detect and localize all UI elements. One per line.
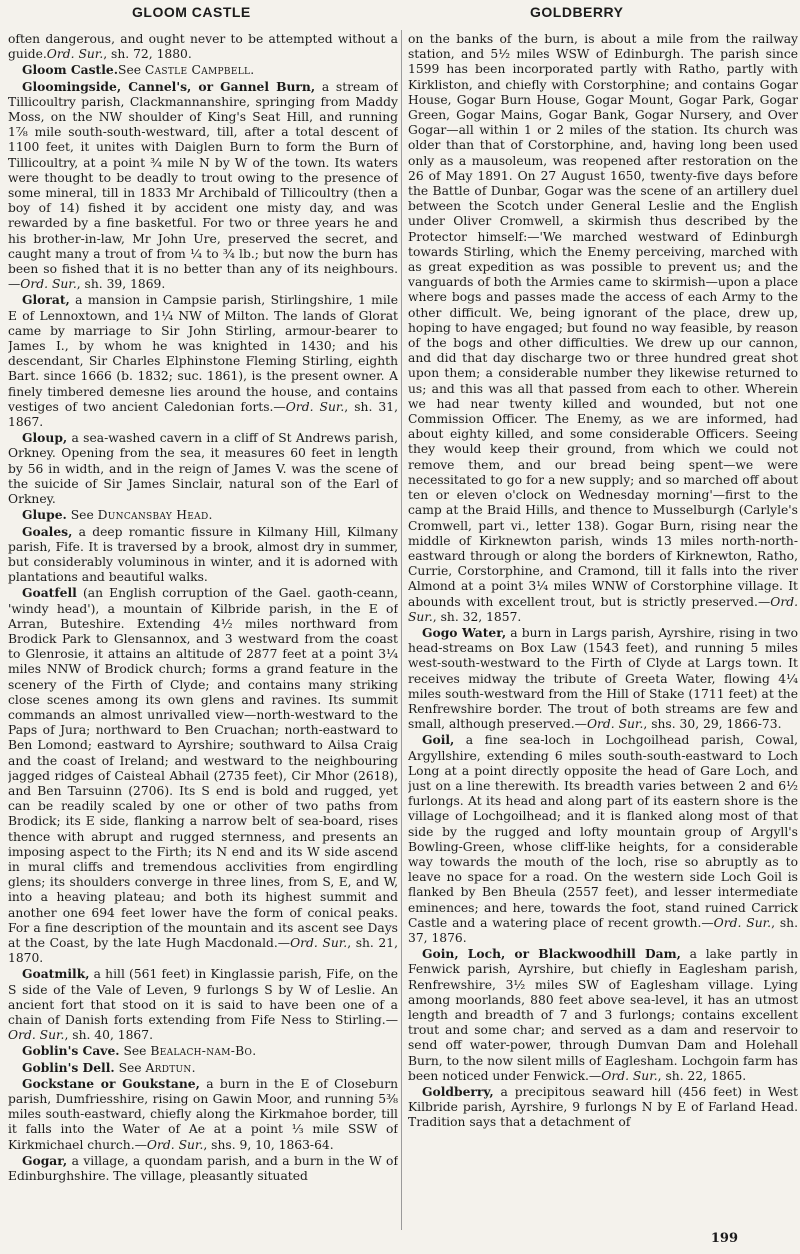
- entry-headword: Gogar,: [22, 1152, 68, 1168]
- entry-tail: , sh. 22, 1865.: [657, 1068, 747, 1083]
- entry-tail: , sh. 37, 1876.: [408, 915, 798, 945]
- gazetteer-entry: [408, 625, 798, 732]
- entry-tail: , sh. 72, 1880.: [103, 47, 192, 62]
- entry-headword: Goil,: [422, 732, 455, 748]
- entry-tail: .: [252, 1044, 257, 1059]
- gazetteer-entry: [8, 32, 398, 62]
- entry-headword: Goatfell: [22, 585, 77, 601]
- gazetteer-entry: [408, 1084, 798, 1131]
- entry-headword: Glorat,: [22, 292, 70, 308]
- survey-reference: Ord. Sur.: [146, 1137, 204, 1152]
- survey-reference: Ord. Sur.: [20, 277, 77, 292]
- right-column: [408, 32, 798, 1232]
- cross-reference: Bealach-nam-Bo: [150, 1044, 253, 1059]
- survey-reference: Ord. Sur.: [713, 915, 772, 930]
- gazetteer-entry: [8, 62, 398, 78]
- gazetteer-entry: [8, 292, 398, 430]
- page-number: 199: [710, 1231, 738, 1246]
- entry-tail: , sh. 21, 1870.: [8, 935, 398, 966]
- entry-tail: .: [191, 1060, 196, 1075]
- survey-reference: Ord. Sur.: [8, 1028, 65, 1043]
- entry-text: a village, a quondam parish, and a burn in the W of Edinburghshire. The village, pleasantly situated: [8, 1153, 398, 1184]
- entry-headword: Glupe.: [22, 507, 67, 523]
- entry-tail: , sh. 31, 1867.: [8, 399, 398, 430]
- entry-tail: , shs. 9, 10, 1863-64.: [203, 1137, 334, 1152]
- entry-tail: , shs. 30, 29, 1866-73.: [643, 717, 782, 732]
- entry-text: on the banks of the burn, is about a mile from the railway station, and 5½ miles WSW of Edinburgh. The parish since 1599 has been incorporated partly with Ratho, partly with Kirkliston, and chiefly with Corstorphine; and contains Gogar House, Gogar Burn House, Gogar Mount, Gogar Park, Gogar Green, Gogar Mains, Gogar Bank, Gogar Nursery, and Over Gogar—all within 1 or 2 miles of the station. Its church was older than that of Corstorphine, and, having long been used only as a mausoleum, was reopened after restoration on the 26 of May 1891. On 27 August 1650, twenty-five days before the Battle of Dunbar, Gogar was the scene of an artillery duel between the Scotch under General Leslie and the English under Oliver Cromwell, a skirmish thus described by the Protector himself:—'We marched westward of Edinburgh towards Stirling, which the Enemy perceiving, marched with as great expedition as was possible to prevent us; and the vanguards of both the Armies came to skirmish—upon a place where bogs and passes made the access of each Army to the other difficult. We, being ignorant of the place, drew up, hoping to have engaged; but found no way feasible, by reason of the bogs and other difficulties. We drew up our cannon, and did that day discharge two or three hundred great shot upon them; a considerable number they likewise returned to us; and this was all that passed from each to other. Wherein we had near twenty killed and wounded, but not one Commission Officer. The Enemy, as we are informed, had about eighty killed, and some considerable Officers. Seeing they would keep their ground, from which we could not remove them, and our bread being spent—we were necessitated to go for a new supply; and so marched off about ten or eleven o'clock on Wednesday morning'—first to the camp at the Braid Hills, and thence to Musselburgh (Carlyle's Cromwell, part vi., letter 138). Gogar Burn, rising near the middle of Kirknewton parish, winds 13 miles north-north-eastward through or along the borders of Kirknewton, Ratho, Currie, Corstorphine, and Cramond, till it falls into the river Almond at a point 3¼ miles WNW of Corstorphine village. It abounds with excellent trout, but is strictly preserved.—: [408, 32, 798, 609]
- entry-text: a deep romantic fissure in Kilmany Hill, Kilmany parish, Fife. It is traversed by a brook, almost dry in summer, but considerably voluminous in winter, and it is adorned with plantations and beautiful walks.: [8, 524, 398, 585]
- entry-text: a burn in Largs parish, Ayrshire, rising in two head-streams on Box Law (1543 feet), and running 5 miles west-south-westward to the Firth of Clyde at Largs town. It receives midway the tribute of Greeta Water, flowing 4¼ miles south-westward from the Hill of Stake (1711 feet) at the Renfrewshire border. The trout of both streams are few and small, although preserved.—: [408, 625, 798, 732]
- gazetteer-entry: [8, 79, 398, 293]
- entry-headword: Gloomingside, Cannel's, or Gannel Burn,: [22, 78, 316, 94]
- cross-reference: Duncansbay Head: [97, 508, 209, 523]
- entry-text: a stream of Tillicoultry parish, Clackmannanshire, springing from Maddy Moss, on the NW shoulder of King's Seat Hill, and running 1⅞ mile south-south-westward, till, after a total descent of 1100 feet, it unites with Daiglen Burn to form the Burn of Tillicoultry, at a point ¾ mile N by W of the town. Its waters were thought to be deadly to trout owing to the presence of some mineral, till in 1833 Mr Archibald of Tillicoultry (then a boy of 14) fished it by accident one misty day, and was rewarded by a fine basketful. For two or three years he and his brother-in-law, Mr John Ure, preserved the secret, and caught many a trout of from ¼ to ¾ lb.; but now the burn has been so fished that it is no better than any of its neighbours.—: [8, 79, 398, 292]
- running-header-right: GOLDBERRY: [530, 4, 624, 20]
- entry-headword: Goin, Loch, or Blackwoodhill Dam,: [422, 946, 681, 962]
- entry-text: a lake partly in Fenwick parish, Ayrshire, but chiefly in Eaglesham parish, Renfrewshire, 3½ miles SW of Eaglesham village. Lying among moorlands, 880 feet above sea-level, it has an utmost length and breadth of 7 and 3 furlongs; contains excellent trout and some char; and served as a dam and reservoir to send off water-power, through Dumvan Dam and Holehall Burn, to the now silent mills of Eaglesham. Lochgoin farm has been noticed under Fenwick.—: [408, 947, 798, 1083]
- gazetteer-entry: [8, 1153, 398, 1184]
- entry-text: (an English corruption of the Gael. gaoth-ceann, 'windy head'), a mountain of Kilbride parish, in the E of Arran, Buteshire. Extending 4½ miles northward from Brodick Park to Glensannox, and 3 westward from the coast to Glenrosie, it attains an altitude of 2877 feet at a point 3¼ miles NNW of Brodick church; forms a grand feature in the scenery of the Firth of Clyde; and contains many striking close scenes among its own glens and ravines. Its summit commands an almost unrivalled view—north-westward to the Paps of Jura; northward to Ben Cruachan; north-eastward to Ben Lomond; eastward to Ayrshire; southward to Ailsa Craig and the coast of Ireland; and westward to the neighbouring jagged ridges of Caisteal Abhail (2735 feet), Cir Mhor (2618), and Ben Tarsuinn (2706). Its S end is bold and rugged, yet can be readily scaled by one or other of two paths from Brodick; its E side, flanking a narrow belt of sea-board, rises thence with abrupt and rugged sternness, and presents an imposing aspect to the Firth; its N end and its W side ascend in mural cliffs and tremendous acclivities from engirdling glens; its shoulders converge in three lines, from S, E, and W, into a heaving plateau; and both its highest summit and another one 694 feet lower have the form of conical peaks. For a fine description of the mountain and its ascent see Days at the Coast, by the late Hugh Macdonald.—: [8, 586, 398, 950]
- survey-reference: Ord. Sur.: [46, 47, 104, 62]
- entry-text: See: [119, 1044, 151, 1059]
- gazetteer-entry: [8, 524, 398, 586]
- entry-text: a sea-washed cavern in a cliff of St Andrews parish, Orkney. Opening from the sea, it measures 60 feet in length by 56 in width, and in the reign of James V. was the scene of the suicide of Sir James Sinclair, natural son of the Earl of Orkney.: [8, 431, 398, 507]
- entry-text: See: [118, 63, 145, 78]
- entry-headword: Gloup,: [22, 430, 68, 446]
- running-header-left: GLOOM CASTLE: [132, 4, 251, 20]
- gazetteer-entry: [8, 1060, 398, 1076]
- entry-headword: Gogo Water,: [422, 624, 507, 640]
- gazetteer-entry: [8, 430, 398, 507]
- entry-text: a precipitous seaward hill (456 feet) in West Kilbride parish, Ayrshire, 9 furlongs N by E of Farland Head. Tradition says that a detachment of: [408, 1085, 798, 1130]
- entry-headword: Goatmilk,: [22, 966, 90, 982]
- left-column: [8, 32, 398, 1232]
- gazetteer-entry: [8, 1076, 398, 1153]
- survey-reference: Ord. Sur.: [290, 935, 348, 950]
- gazetteer-entry: [408, 32, 798, 625]
- survey-reference: Ord. Sur.: [601, 1068, 658, 1083]
- entry-headword: Gockstane or Goukstane,: [22, 1075, 200, 1091]
- entry-tail: , sh. 40, 1867.: [64, 1028, 153, 1043]
- entry-headword: Goales,: [22, 523, 73, 539]
- entry-text: a hill (561 feet) in Kinglassie parish, Fife, on the S side of the Vale of Leven, 9 furlongs S by W of Leslie. An ancient fort that stood on it is said to have been one of a chain of Danish forts extending from Fife Ness to Stirling.—: [8, 967, 398, 1027]
- cross-reference: Castle Campbell: [144, 63, 251, 78]
- gazetteer-entry: [8, 966, 398, 1043]
- entry-tail: , sh. 39, 1869.: [76, 277, 166, 292]
- entry-text: See: [66, 508, 98, 523]
- cross-reference: Ardtun: [145, 1060, 192, 1075]
- entry-headword: Goblin's Dell.: [22, 1059, 115, 1075]
- entry-text: a mansion in Campsie parish, Stirlingshire, 1 mile E of Lennoxtown, and 1¼ NW of Milton. The lands of Glorat came by marriage to Sir John Stirling, armour-bearer to James I., by whom he was knighted in 1430; and his descendant, Sir Charles Elphinstone Fleming Stirling, eighth Bart. since 1666 (b. 1832; suc. 1861), is the present owner. A finely timbered demesne lies around the house, and contains vestiges of two ancient Caledonian forts.—: [8, 293, 398, 414]
- entry-headword: Goldberry,: [422, 1084, 494, 1100]
- entry-headword: Goblin's Cave.: [22, 1043, 120, 1059]
- entry-tail: , sh. 32, 1857.: [432, 609, 522, 624]
- entry-text: See: [114, 1060, 146, 1075]
- gazetteer-entry: [408, 732, 798, 946]
- survey-reference: Ord. Sur.: [285, 399, 345, 414]
- gazetteer-entry: [408, 946, 798, 1084]
- column-divider: [401, 30, 402, 1230]
- survey-reference: Ord. Sur.: [408, 594, 798, 624]
- entry-text: often dangerous, and ought never to be attempted without a guide.: [8, 32, 398, 62]
- entry-text: a burn in the E of Closeburn parish, Dumfriesshire, rising on Gawin Moor, and running 5⅜ miles south-eastward, chiefly along the Kirkmahoe border, till it falls into the Water of Ae at a point ⅓ mile SSW of Kirkmichael church.—: [8, 1076, 398, 1152]
- entry-tail: .: [208, 508, 213, 523]
- entry-headword: Gloom Castle.: [22, 62, 119, 78]
- survey-reference: Ord. Sur.: [586, 717, 644, 732]
- gazetteer-entry: [8, 1043, 398, 1059]
- entry-text: a fine sea-loch in Lochgoilhead parish, Cowal, Argyllshire, extending 6 miles south-south-eastward to Loch Long at a point directly opposite the head of Gare Loch, and just on a line therewith. Its breadth varies between 2 and 6½ furlongs. At its head and along part of its eastern shore is the village of Lochgoilhead; and it is flanked along most of that side by the rugged and lofty mountain group of Argyll's Bowling-Green, whose cliff-like heights, for a considerable way towards the mouth of the loch, rise so abruptly as to leave no space for a road. On the western side Loch Goil is flanked by Ben Bheula (2557 feet), and lesser intermediate eminences; and here, towards the foot, stand ruined Carrick Castle and a watering place of recent growth.—: [408, 733, 798, 930]
- gazetteer-entry: [8, 507, 398, 523]
- gazetteer-entry: [8, 585, 398, 966]
- entry-tail: .: [250, 63, 255, 78]
